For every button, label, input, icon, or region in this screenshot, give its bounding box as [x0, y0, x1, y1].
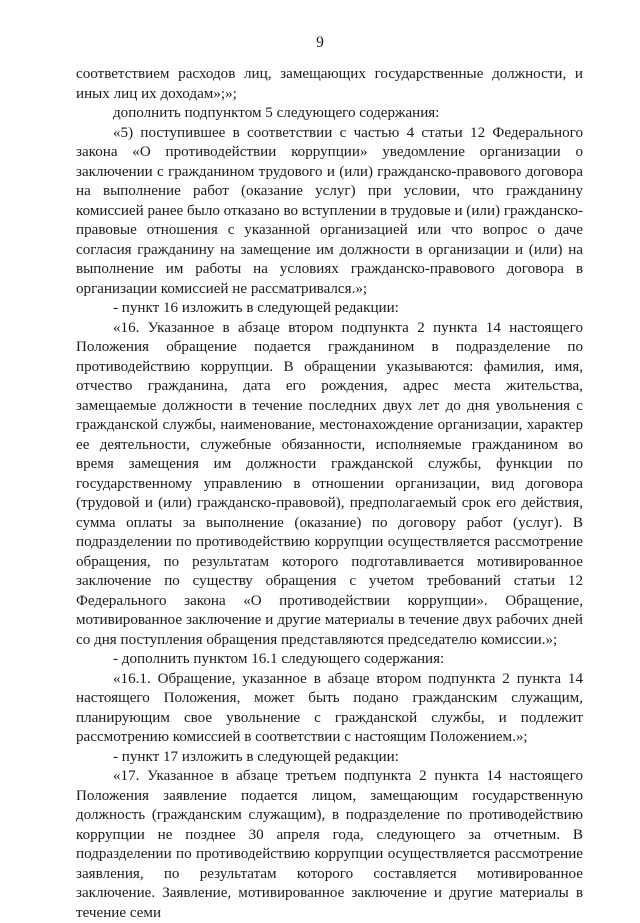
paragraph-point-17-text: «17. Указанное в абзаце третьем подпункта 2 пункта 14 настоящего Положения заявление подается лицом, замещающим государственную должность (гражданским служащим), в подразделение по противодействию коррупции не позднее 30 апреля года, следующего за отчетным. В подразделении по противодействию коррупции осуществляется рассмотрение заявления, по результатам которого составляется мотивированное заключение. Заявление, мотивированное заключение и другие материалы в течение семи — [76, 768, 583, 921]
paragraph-instruction-point-16-1: - дополнить пунктом 16.1 следующего содержания: — [113, 651, 445, 667]
paragraph-point-16-text: «16. Указанное в абзаце втором подпункта 2 пункта 14 настоящего Положения обращение подается гражданином в подразделение по противодействию коррупции. В обращении указываются: фамилия, имя, отчество гражданина, дата его рождения, адрес места жительства, замещаемые должности в течение последних двух лет до дня увольнения с гражданской службы, наименование, местонахождение организации, характер ее деятельности, служебные обязанности, исполняемые гражданином во время замещения им должности гражданской службы, функции по государственному управлению в отношении организации, вид договора (трудовой и (или) гражданско-правовой), предполагаемый срок его действия, сумма оплаты за выполнение (оказание) по договору работ (услуг). В подразделении по противодействию коррупции осуществляется рассмотрение обращения, по результатам которого подготавливается мотивированное заключение по существу обращения с учетом требований статьи 12 Федерального закона «О противодействии коррупции». Обращение, мотивированное заключение и другие материалы в течение двух рабочих дней со дня поступления обращения представляются председателю комиссии.»; — [76, 319, 583, 648]
paragraph-subpoint-5-text: «5) поступившее в соответствии с частью 4 статьи 12 Федерального закона «О противодействии коррупции» уведомление организации о заключении с гражданином трудового и (или) гражданско-правового договора на выполнение работ (оказание услуг) при условии, что гражданину комиссией ранее было отказано во вступлении в трудовые и (или) гражданско-правовые отношения с указанной организацией или что вопрос о даче согласия гражданину на замещение им должности в организации и (или) на выполнение им работы на условиях гражданско-правового договора в организации комиссией не рассматривался.»; — [76, 124, 583, 297]
paragraph-instruction-point-17: - пункт 17 изложить в следующей редакции: — [113, 748, 399, 765]
paragraph-point-16-1-text: «16.1. Обращение, указанное в абзаце втором подпункта 2 пункта 14 настоящего Положения, может быть подано гражданским служащим, планирующим свое увольнение с гражданской службы, и подлежит рассмотрению комиссией в соответствии с настоящим Положением.»; — [76, 670, 583, 745]
paragraph-instruction-point-16: - пункт 16 изложить в следующей редакции: — [113, 300, 399, 316]
paragraph-instruction-subpoint-5: дополнить подпунктом 5 следующего содержания: — [113, 105, 440, 121]
document-body — [76, 65, 583, 923]
paragraph-continuation: соответствием расходов лиц, замещающих государственные должности, и иных лиц их доходам»;»; — [76, 66, 583, 102]
page-number: 9 — [316, 34, 324, 51]
